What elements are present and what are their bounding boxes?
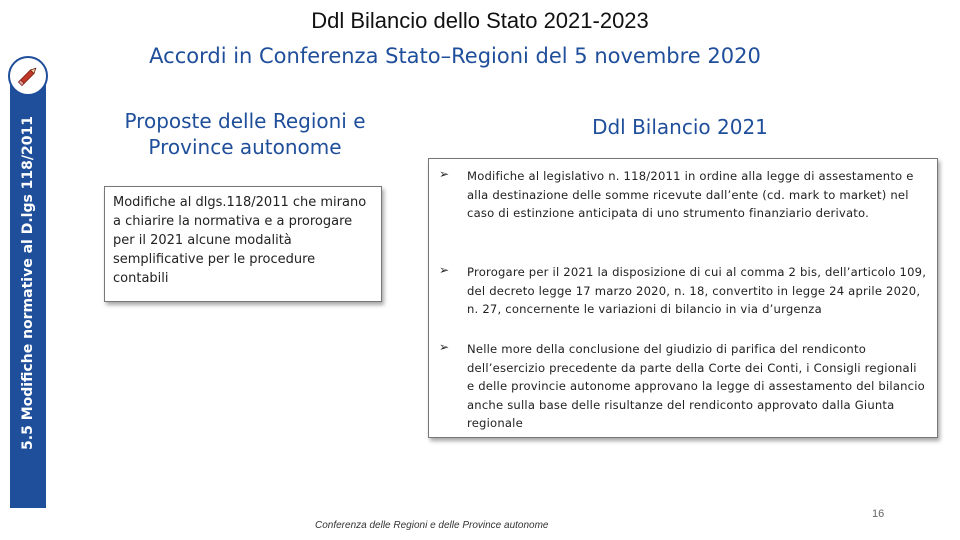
- left-proposal-box: [104, 186, 382, 302]
- arrow-bullet-icon: ➢: [439, 340, 450, 354]
- page-number: 16: [872, 508, 885, 520]
- section-label: 5.5 Modifiche normative al D.lgs 118/2011: [20, 116, 36, 450]
- right-column-heading: Ddl Bilancio 2021: [592, 115, 768, 139]
- bullet-text: Prorogare per il 2021 la disposizione di cui al comma 2 bis, dell’articolo 109, del decreto legge 17 marzo 2020, n. 18, convertito in legge 24 aprile 2020, n. 27, concernente le variazioni di bilancio in via d’urgenza: [467, 265, 927, 316]
- page-subtitle: Accordi in Conferenza Stato–Regioni del 5 novembre 2020: [149, 44, 761, 68]
- left-column-heading: Proposte delle Regioni e Province autonome: [124, 109, 366, 159]
- arrow-bullet-icon: ➢: [439, 167, 450, 181]
- left-proposal-text: Modifiche al dlgs.118/2011 che mirano a chiarire la normativa e a prorogare per il 2021 alcune modalità semplificative per le procedure contabili: [113, 195, 367, 286]
- right-content-box: [428, 158, 938, 438]
- arrow-bullet-icon: ➢: [439, 263, 450, 277]
- footer-text: Conferenza delle Regioni e delle Province autonome: [315, 520, 549, 531]
- page-title: Ddl Bilancio dello Stato 2021-2023: [311, 8, 649, 33]
- bullet-text: Nelle more della conclusione del giudizio di parifica del rendiconto dell’esercizio precedente da parte della Corte dei Conti, i Consigli regionali e delle provincie autonome approvano la legge di assestamento del bilancio anche sulla base delle risultanze del rendiconto approvato dalla Giunta regionale: [467, 342, 925, 430]
- bullet-text: Modifiche al legislativo n. 118/2011 in ordine alla legge di assestamento e alla destinazione delle somme ricevute dall’ente (cd. mark to market) nel caso di estinzione anticipata di uno strumento finanziario derivato.: [467, 169, 914, 220]
